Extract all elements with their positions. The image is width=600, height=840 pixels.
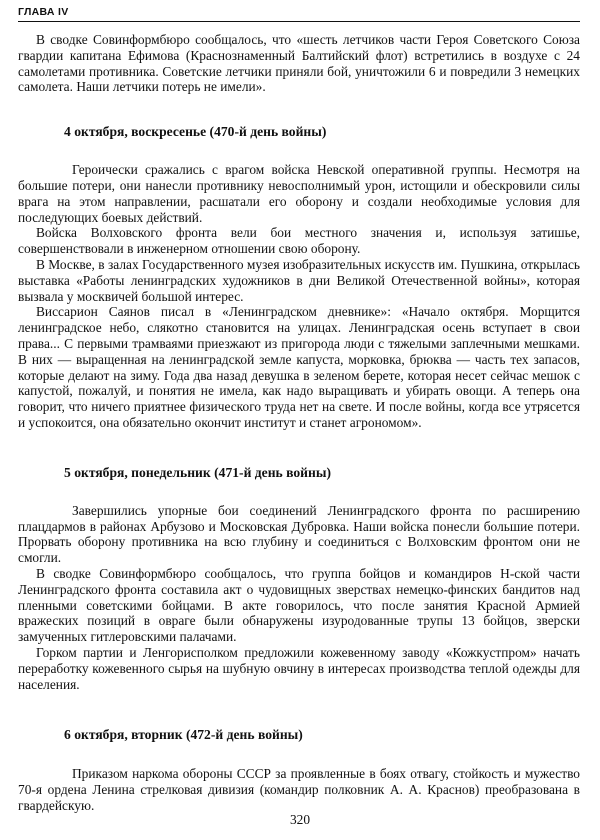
- paragraph: В сводке Совинформбюро сообщалось, что группа бойцов и командиров Н-ской части Ленинградского фронта составила акт о чудовищных зверствах немецко-финских бандитов над пленными советскими бойцами. В акте говорилось, что после занятия Красной Армией вражеских позиций в овраге были обнаружены изуродованные трупы 13 бойцов, зверски замученных гитлеровскими палачами.: [18, 565, 580, 645]
- section-heading-oct-4: 4 октября, воскресенье (470-й день войны): [64, 124, 327, 140]
- paragraph: В Москве, в залах Государственного музея изобразительных искусств им. Пушкина, открылась выставка «Работы ленинградских художников в дни Великой Отечественной войны», которая вызвала у москвичей большой интерес.: [18, 256, 580, 304]
- section-heading-oct-6: 6 октября, вторник (472-й день войны): [64, 727, 303, 743]
- paragraph: Героически сражались с врагом войска Невской оперативной группы. Несмотря на большие потери, они нанесли противнику невосполнимый урон, истощили и обескровили силы врага на этом направлении, расшатали его оборону и создали необходимые условия для последующих боевых действий.: [18, 162, 580, 225]
- paragraph: Виссарион Саянов писал в «Ленинградском дневнике»: «Начало октября. Морщится ленинградское небо, слякотно становится на улицах. Ленинградская осень вступает в свои права... С первыми трамваями приезжают из пригорода люди с тяжелыми заплечными мешками. В них — выращенная на ленинградской земле капуста, морковка, брюква — часть тех запасов, которые делают на зиму. Года два назад девушка в зеленом берете, которая несет сейчас мешок с капустой, пожалуй, и понятия не имела, как надо выращивать и убирать овощи. А теперь она говорит, что ничего приятнее физического труда нет на свете. И после войны, когда все утрясется и успокоится, она обязательно окончит институт и станет агрономом».: [18, 304, 580, 430]
- section-heading-oct-5: 5 октября, понедельник (471-й день войны): [64, 464, 331, 480]
- paragraph: Приказом наркома обороны СССР за проявленные в боях отвагу, стойкость и мужество 70-я ордена Ленина стрелковая дивизия (командир полковник А. А. Краснов) преобразована в гвардейскую.: [18, 766, 580, 813]
- paragraph: Завершились упорные бои соединений Ленинградского фронта по расширению плацдармов в районах Арбузово и Московская Дубровка. Наши войска понесли большие потери. Прорвать оборону противника на всю глубину и соединиться с Волховским фронтом они не смогли.: [18, 502, 580, 566]
- chapter-header: ГЛАВА IV: [18, 6, 69, 18]
- header-rule: [18, 21, 580, 22]
- paragraph: Горком партии и Ленгорисполком предложили кожевенному заводу «Кожкустпром» начать переработку кожевенного сырья на шубную овчину в интересах производства теплой одежды для населения.: [18, 644, 580, 692]
- page-body: [18, 32, 580, 814]
- page-number: 320: [289, 812, 311, 827]
- intro-paragraph: В сводке Совинформбюро сообщалось, что «шесть летчиков части Героя Советского Союза гвардии капитана Ефимова (Краснознаменный Балтийский флот) встретились в воздухе с 24 самолетами противника. Советские летчики приняли бой, уничтожили 6 и повредили 3 немецких самолета. Наши летчики потерь не имели».: [18, 32, 580, 95]
- paragraph: Войска Волховского фронта вели бои местного значения и, используя затишье, совершенствовали в инженерном отношении свою оборону.: [18, 225, 580, 257]
